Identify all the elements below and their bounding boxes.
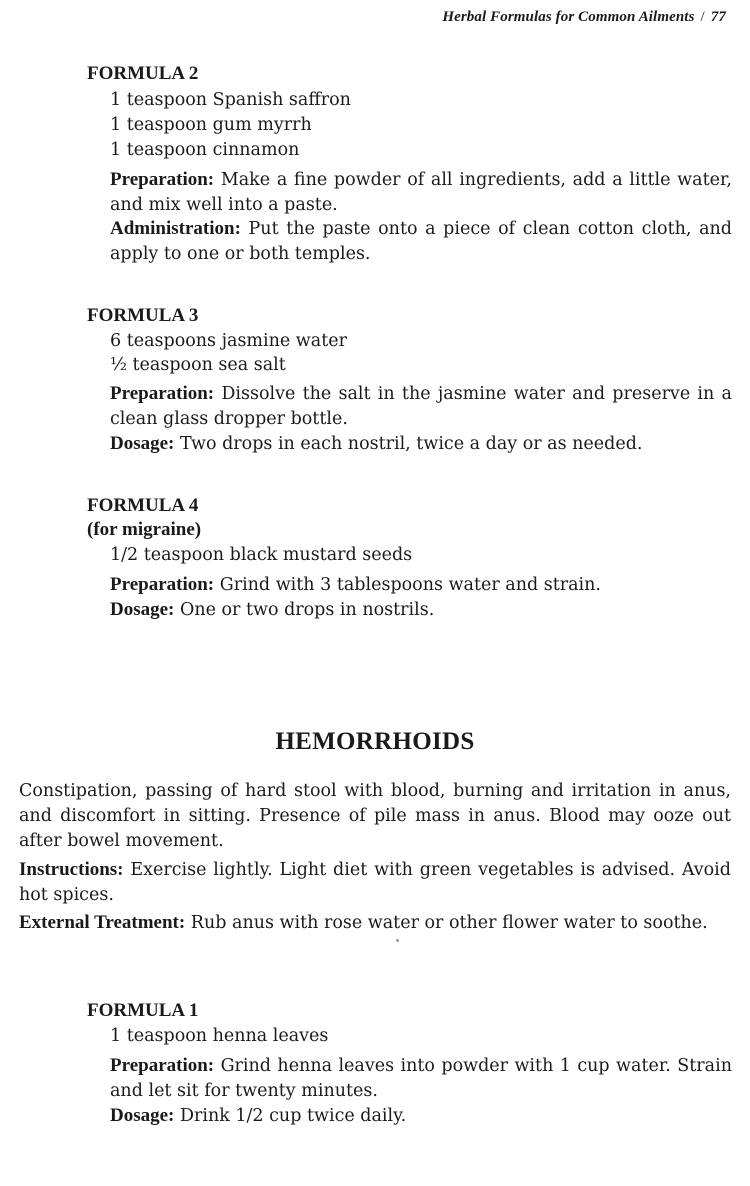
header-separator: /: [700, 9, 705, 25]
preparation-text: Grind henna leaves into powder with 1 cup water. Strain and let sit for twenty minutes.: [110, 1056, 732, 1101]
formula-1-ingredient-1: 1 teaspoon henna leaves: [110, 1026, 329, 1046]
instructions-label: Instructions:: [19, 859, 124, 880]
formula-2-title: FORMULA 2: [87, 63, 199, 84]
formula-2-administration: [110, 216, 732, 267]
formula-2-ingredient-1: 1 teaspoon Spanish saffron: [110, 90, 351, 110]
formula-4-title: FORMULA 4: [87, 495, 199, 516]
page-number: 77: [710, 9, 726, 25]
instructions-text: Exercise lightly. Light diet with green vegetables is advised. Avoid hot spices.: [19, 860, 731, 905]
scan-speck: [396, 939, 399, 942]
preparation-label: Preparation:: [110, 383, 215, 404]
formula-4-ingredient-1: 1/2 teaspoon black mustard seeds: [110, 545, 413, 565]
administration-label: Administration:: [110, 218, 241, 239]
formula-1-dosage: [110, 1103, 732, 1129]
formula-2-ingredient-3: 1 teaspoon cinnamon: [110, 140, 300, 160]
formula-4-preparation: [110, 572, 732, 598]
preparation-text: Grind with 3 tablespoons water and strain.: [219, 575, 601, 595]
hemorrhoids-external-treatment: [19, 910, 731, 936]
dosage-text: Drink 1/2 cup twice daily.: [179, 1106, 407, 1126]
dosage-text: Two drops in each nostril, twice a day or as needed.: [179, 434, 643, 454]
preparation-label: Preparation:: [110, 169, 215, 190]
formula-2-ingredient-2: 1 teaspoon gum myrrh: [110, 115, 312, 135]
formula-3-title: FORMULA 3: [87, 305, 199, 326]
external-treatment-label: External Treatment:: [19, 912, 186, 933]
dosage-label: Dosage:: [110, 599, 175, 620]
preparation-label: Preparation:: [110, 574, 215, 595]
running-title: Herbal Formulas for Common Ailments: [442, 9, 695, 25]
section-heading: HEMORRHOIDS: [275, 728, 475, 755]
hemorrhoids-instructions: [19, 857, 731, 908]
preparation-text: Make a fine powder of all ingredients, add a little water, and mix well into a paste.: [110, 170, 732, 215]
formula-3-dosage: [110, 431, 732, 457]
administration-text: Put the paste onto a piece of clean cotton cloth, and apply to one or both temples.: [110, 219, 732, 264]
formula-3-ingredient-1: 6 teaspoons jasmine water: [110, 331, 347, 351]
preparation-text: Dissolve the salt in the jasmine water and preserve in a clean glass dropper bottle.: [110, 384, 732, 429]
formula-3-preparation: [110, 381, 732, 432]
dosage-label: Dosage:: [110, 433, 175, 454]
hemorrhoids-description: Constipation, passing of hard stool with blood, burning and irritation in anus, and discomfort in sitting. Presence of pile mass in anus. Blood may ooze out after bowel movement.: [19, 781, 731, 851]
external-treatment-text: Rub anus with rose water or other flower water to soothe.: [190, 913, 708, 933]
formula-1-title: FORMULA 1: [87, 1000, 199, 1021]
dosage-label: Dosage:: [110, 1105, 175, 1126]
dosage-text: One or two drops in nostrils.: [179, 600, 435, 620]
formula-4-dosage: [110, 597, 732, 623]
formula-2-preparation: [110, 167, 732, 218]
formula-3-ingredient-2: ½ teaspoon sea salt: [110, 355, 286, 375]
running-header: [442, 9, 726, 26]
formula-4-subtitle: (for migraine): [87, 519, 202, 540]
preparation-label: Preparation:: [110, 1055, 215, 1076]
formula-1-preparation: [110, 1053, 732, 1104]
